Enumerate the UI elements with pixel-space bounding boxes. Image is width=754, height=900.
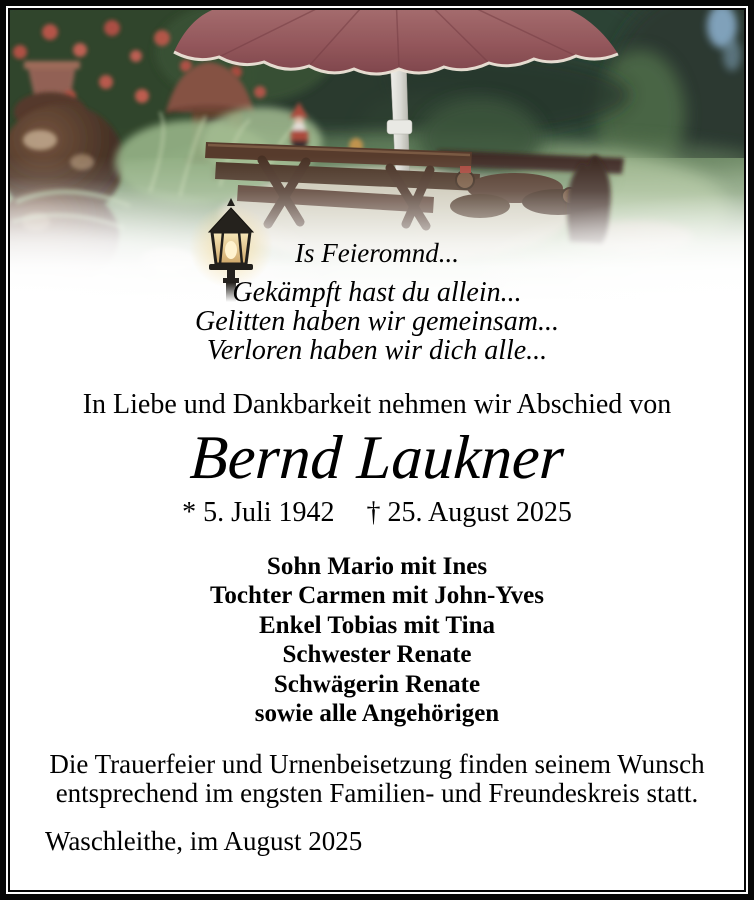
memorial-verse — [10, 278, 744, 365]
verse-line: Verloren haben wir dich alle... — [206, 335, 548, 366]
mourner-line: Enkel Tobias mit Tina — [259, 611, 495, 639]
birth-date: * 5. Juli 1942 — [182, 497, 335, 528]
funeral-line: Die Trauerfeier und Urnenbeisetzung finden seinem Wunsch — [49, 749, 705, 779]
farewell-intro: In Liebe und Dankbarkeit nehmen wir Abschied von — [82, 389, 672, 420]
verse-line: Gekämpft hast du allein... — [232, 277, 522, 308]
life-dates — [10, 497, 744, 529]
death-date: † 25. August 2025 — [366, 497, 572, 528]
funeral-line: entsprechend im engsten Familien- und Freundeskreis statt. — [55, 778, 699, 808]
place-and-date: Waschleithe, im August 2025 — [45, 826, 363, 856]
mourner-line: Schwester Renate — [282, 641, 472, 669]
notice-inner-frame — [8, 8, 746, 892]
mourner-line: sowie alle Angehörigen — [254, 700, 500, 728]
funeral-announcement — [10, 750, 744, 808]
mourner-line: Tochter Carmen mit John-Yves — [209, 582, 544, 610]
mourner-line: Sohn Mario mit Ines — [266, 553, 488, 580]
mourners-list — [10, 552, 744, 728]
verse-line: Gelitten haben wir gemeinsam... — [195, 306, 559, 337]
dialect-epigraph: Is Feieromnd... — [295, 238, 459, 268]
mourner-line: Schwägerin Renate — [273, 670, 481, 698]
deceased-name: Bernd Laukner — [188, 424, 566, 492]
